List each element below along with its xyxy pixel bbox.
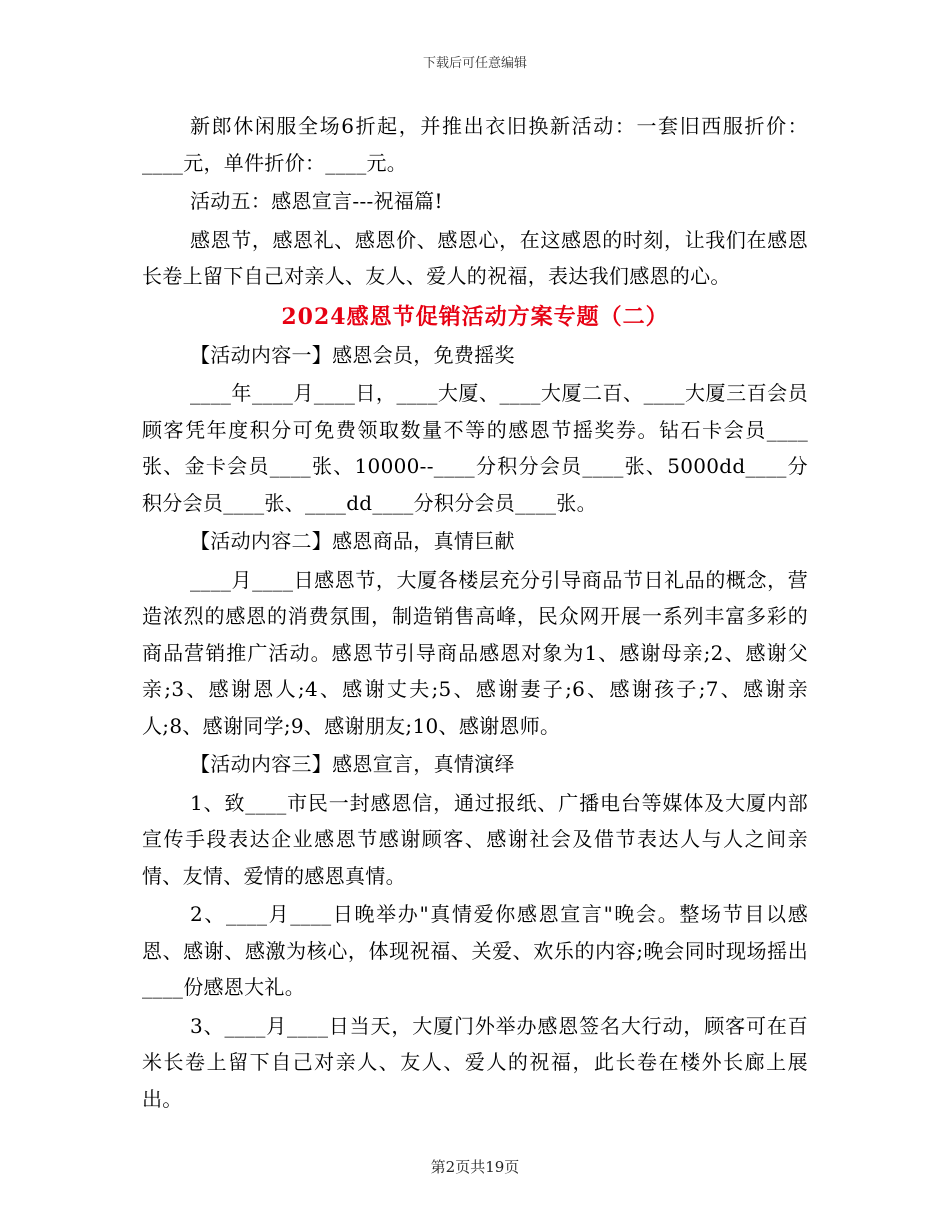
section-title: 2024感恩节促销活动方案专题（二） xyxy=(281,303,669,330)
heading-content-three: 【活动内容三】感恩宣言，真情演绎 xyxy=(190,752,515,776)
page-footer: 第2页共19页 xyxy=(430,1158,520,1176)
heading-content-two: 【活动内容二】感恩商品，真情巨献 xyxy=(190,529,515,553)
paragraph-item-1: 1、致____市民一封感恩信，通过报纸、广播电台等媒体及大厦内部宣传手段表达企业感恩节感谢顾客、感谢社会及借节表达人与人之间亲情、友情、爱情的感恩真情。 xyxy=(142,790,808,888)
paragraph-gift-products: ____月____日感恩节，大厦各楼层充分引导商品节日礼品的概念，营造浓烈的感恩的消费氛围，制造销售高峰，民众网开展一系列丰富多彩的商品营销推广活动。感恩节引导商品感恩对象为1、感谢母亲;2、感谢父亲;3、感谢恩人;4、感谢丈夫;5、感谢妻子;6、感谢孩子;7、感谢亲人;8、感谢同学;9、感谢朋友;10、感谢恩师。 xyxy=(142,567,808,738)
paragraph-item-2: 2、____月____日晚举办"真情爱你感恩宣言"晚会。整场节目以感恩、感谢、感激为核心，体现祝福、关爱、欢乐的内容;晚会同时现场摇出____份感恩大礼。 xyxy=(142,902,808,999)
heading-content-one: 【活动内容一】感恩会员，免费摇奖 xyxy=(190,342,515,367)
paragraph-activity-five: 活动五：感恩宣言---祝福篇! xyxy=(190,189,443,213)
paragraph-item-3: 3、____月____日当天，大厦门外举办感恩签名大行动，顾客可在百米长卷上留下自己对亲人、友人、爱人的祝福，此长卷在楼外长廊上展出。 xyxy=(142,1013,808,1111)
paragraph-member-lottery: ____年____月____日，____大厦、____大厦二百、____大厦三百会员顾客凭年度积分可免费领取数量不等的感恩节摇奖券。钻石卡会员____张、金卡会员____张、10000--____分积分会员____张、5000dd____分积分会员____张、____dd____分积分会员____张。 xyxy=(142,381,808,515)
document-body xyxy=(142,108,808,1119)
paragraph-thanksgiving-wishes: 感恩节，感恩礼、感恩价、感恩心，在这感恩的时刻，让我们在感恩长卷上留下自己对亲人、友人、爱人的祝福，表达我们感恩的心。 xyxy=(142,227,808,288)
paragraph-discount: 新郎休闲服全场6折起，并推出衣旧换新活动：一套旧西服折价：____元，单件折价：____元。 xyxy=(142,114,808,175)
page-header: 下载后可任意编辑 xyxy=(422,56,527,71)
